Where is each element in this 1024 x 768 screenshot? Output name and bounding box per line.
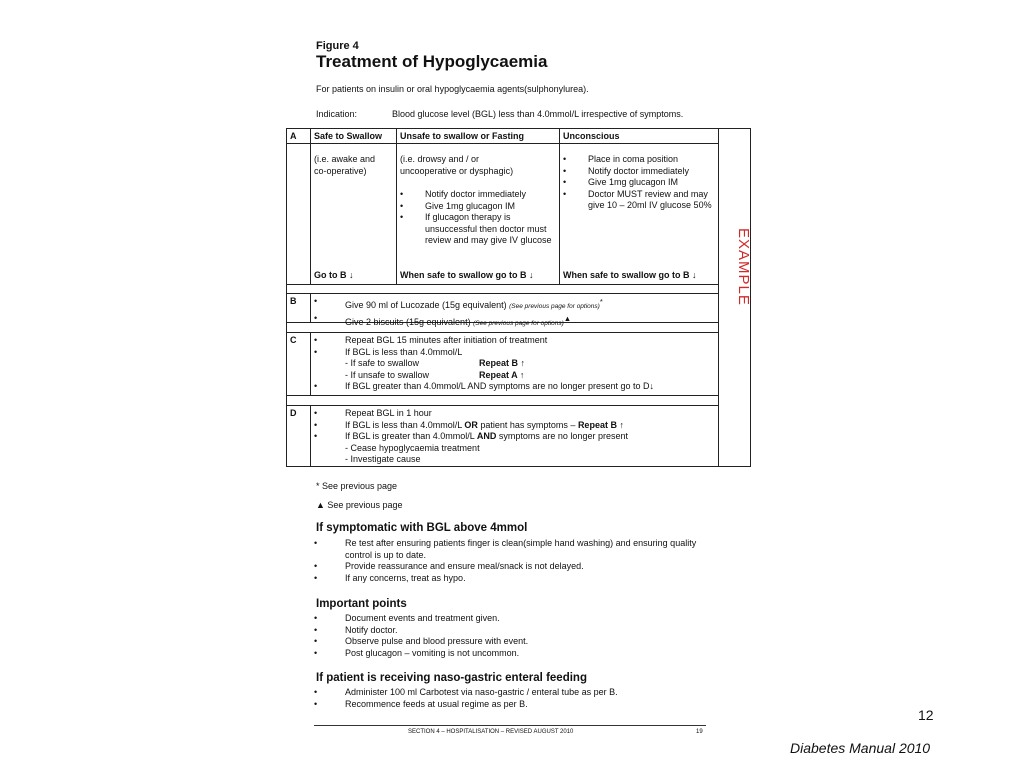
list-item: • Recommence feeds at usual regime as per B. bbox=[312, 699, 712, 711]
figure-label: Figure 4 bbox=[316, 40, 359, 52]
list-item: • If BGL is less than 4.0mmol/L OR patient has symptoms – Repeat B ↑ bbox=[312, 420, 712, 432]
list-item: • Administer 100 ml Carbotest via naso-gastric / enteral tube as per B. bbox=[312, 687, 712, 699]
col-unsafe-heading: Unsafe to swallow or Fasting bbox=[400, 131, 525, 141]
col-unconscious-footer: When safe to swallow go to B ↓ bbox=[563, 270, 697, 280]
list-item: • Document events and treatment given. bbox=[312, 613, 712, 625]
section-c-list bbox=[312, 335, 712, 393]
list-item: • Place in coma position bbox=[561, 154, 713, 166]
col-safe-heading: Safe to Swallow bbox=[314, 131, 383, 141]
slide-number: 12 bbox=[918, 707, 934, 723]
sub-row: - If safe to swallow Repeat B ↑ bbox=[345, 358, 526, 369]
list-item: • Give 2 biscuits (15g equivalent) (See previous page for options)▲ bbox=[312, 313, 712, 330]
section-d-letter: D bbox=[290, 408, 297, 418]
section-a-letter: A bbox=[290, 131, 297, 141]
section-b-list bbox=[312, 296, 712, 329]
sub-row: - Investigate cause bbox=[345, 454, 421, 465]
list-item: • Re test after ensuring patients finger is clean(simple hand washing) and ensuring quality control is up to date. bbox=[312, 538, 712, 561]
sub-row: - If unsafe to swallow Repeat A ↑ bbox=[345, 369, 525, 380]
list-item: • Provide reassurance and ensure meal/snack is not delayed. bbox=[312, 561, 712, 573]
list-item: • Observe pulse and blood pressure with event. bbox=[312, 636, 712, 648]
document-title: Treatment of Hypoglycaemia bbox=[316, 52, 548, 71]
indication-text: Blood glucose level (BGL) less than 4.0mmol/L irrespective of symptoms. bbox=[392, 109, 684, 119]
col-unsafe-footer: When safe to swallow go to B ↓ bbox=[400, 270, 534, 280]
footnote-1: * See previous page bbox=[316, 481, 398, 491]
section-c-letter: C bbox=[290, 335, 297, 345]
slide-caption: Diabetes Manual 2010 bbox=[790, 740, 931, 756]
important-list bbox=[312, 613, 712, 659]
naso-heading: If patient is receiving naso-gastric enteral feeding bbox=[316, 672, 587, 684]
section-b-letter: B bbox=[290, 296, 297, 306]
list-item: • If glucagon therapy is unsuccessful then doctor must review and may give IV glucose bbox=[398, 212, 554, 247]
list-item: • Notify doctor immediately bbox=[398, 189, 554, 201]
symptomatic-list bbox=[312, 538, 712, 584]
list-item: • Notify doctor immediately bbox=[561, 166, 713, 178]
list-item: • If BGL greater than 4.0mmol/L AND symptoms are no longer present go to D↓ bbox=[312, 381, 712, 393]
list-item: • Repeat BGL 15 minutes after initiation of treatment bbox=[312, 335, 712, 347]
list-item: • Post glucagon – vomiting is not uncommon. bbox=[312, 648, 712, 660]
indication-label: Indication: bbox=[316, 109, 358, 119]
col-unsafe-desc: (i.e. drowsy and / or uncooperative or dysphagic) bbox=[400, 154, 514, 176]
list-item: • Repeat BGL in 1 hour bbox=[312, 408, 712, 420]
list-item: • Give 1mg glucagon IM bbox=[561, 177, 713, 189]
sub-row: - Cease hypoglycaemia treatment bbox=[345, 442, 480, 453]
list-item: • Give 1mg glucagon IM bbox=[398, 201, 554, 213]
list-item: • Doctor MUST review and may give 10 – 20ml IV glucose 50% bbox=[561, 189, 713, 212]
footnote-2: ▲ See previous page bbox=[316, 500, 403, 510]
list-item: • Notify doctor. bbox=[312, 625, 712, 637]
example-watermark: EXAMPLE bbox=[735, 228, 752, 306]
col-safe-footer: Go to B ↓ bbox=[314, 270, 354, 280]
intro-text: For patients on insulin or oral hypoglycaemia agents(sulphonylurea). bbox=[316, 84, 589, 94]
col-safe-desc: (i.e. awake and co-operative) bbox=[314, 154, 376, 176]
symptomatic-heading: If symptomatic with BGL above 4mmol bbox=[316, 522, 528, 534]
section-d-list bbox=[312, 408, 712, 466]
footer-section-text: SECTION 4 – HOSPITALISATION – REVISED AUGUST 2010 bbox=[408, 729, 574, 735]
col-unconscious-heading: Unconscious bbox=[563, 131, 620, 141]
list-item: • If any concerns, treat as hypo. bbox=[312, 573, 712, 585]
col-unsafe-list bbox=[398, 189, 554, 247]
list-item: • Give 90 ml of Lucozade (15g equivalent) (See previous page for options)* bbox=[312, 296, 712, 313]
col-unconscious-list bbox=[561, 154, 713, 212]
footer-rule bbox=[314, 725, 706, 726]
list-item: • If BGL is greater than 4.0mmol/L AND symptoms are no longer present bbox=[312, 431, 712, 443]
naso-list bbox=[312, 687, 712, 710]
list-item: • If BGL is less than 4.0mmol/L bbox=[312, 347, 712, 359]
footer-page-number: 19 bbox=[696, 729, 703, 735]
important-heading: Important points bbox=[316, 598, 407, 610]
